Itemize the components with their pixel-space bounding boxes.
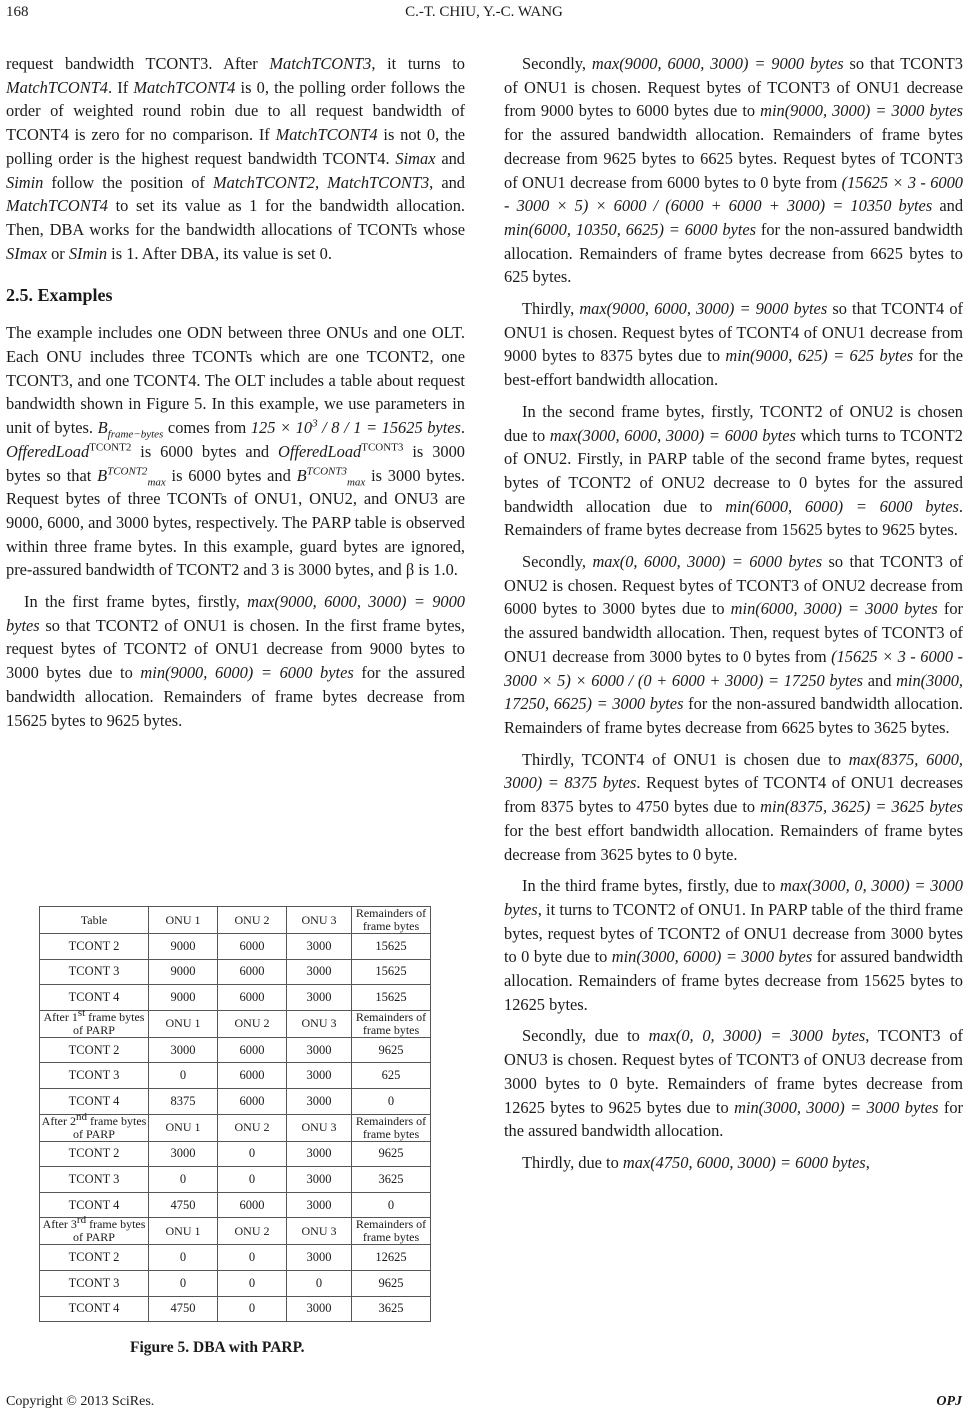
table-cell: ONU 1 [149, 1114, 218, 1141]
parp-table [39, 906, 431, 1322]
table-cell: After 3rd frame bytes of PARP [40, 1218, 149, 1245]
table-cell: 9000 [149, 985, 218, 1011]
table-cell: 0 [149, 1167, 218, 1193]
table-cell: TCONT 4 [40, 1088, 149, 1114]
copyright: Copyright © 2013 SciRes. [6, 1394, 155, 1409]
table-cell: 6000 [218, 1037, 287, 1063]
table-cell: 3000 [287, 934, 352, 960]
table-cell: 15625 [352, 985, 431, 1011]
table-cell: ONU 3 [287, 1218, 352, 1245]
table-row [40, 934, 431, 960]
table-cell: 8375 [149, 1088, 218, 1114]
paragraph: In the second frame bytes, firstly, TCONT2 of ONU2 is chosen due to max(3000, 6000, 3000) = 6000 bytes which turns to TCONT2 of ONU2. Firstly, in PARP table of the second frame bytes, request bytes of TCONT2 of ONU2 decrease to 0 bytes for the assured bandwidth allocation due to min(6000, 6000) = 6000 bytes. Remainders of frame bytes decrease from 15625 bytes to 9625 bytes. [504, 401, 963, 540]
table-row [40, 1141, 431, 1167]
table-row [40, 959, 431, 985]
table-cell: 9000 [149, 934, 218, 960]
table-cell: 3000 [287, 1037, 352, 1063]
journal-abbrev: OPJ [936, 1394, 962, 1409]
table-cell: 3000 [287, 1192, 352, 1218]
table-cell: ONU 3 [287, 1114, 352, 1141]
table-cell: 0 [352, 1088, 431, 1114]
table-cell: 0 [352, 1192, 431, 1218]
table-cell: ONU 2 [218, 1114, 287, 1141]
left-column [6, 52, 465, 740]
table-cell: 0 [149, 1245, 218, 1271]
page-number: 168 [6, 4, 29, 20]
table-row [40, 985, 431, 1011]
table-row [40, 1114, 431, 1141]
paragraph: Thirdly, max(9000, 6000, 3000) = 9000 bytes so that TCONT4 of ONU1 is chosen. Request bytes of TCONT4 of ONU1 decrease from 9000 bytes to 8375 bytes due to min(9000, 625) = 625 bytes for the best-effort bandwidth allocation. [504, 299, 964, 390]
table-cell: ONU 3 [287, 1010, 352, 1037]
table-cell: 0 [218, 1245, 287, 1271]
table-cell: 9625 [352, 1037, 431, 1063]
table-row [40, 1167, 431, 1193]
table-cell: 12625 [352, 1245, 431, 1271]
paragraph: Secondly, due to max(0, 0, 3000) = 3000 bytes, TCONT3 of ONU3 is chosen. Request bytes of TCONT3 of ONU3 decrease from 3000 bytes to 0 byte. Remainders of frame bytes decrease from 12625 bytes to 9625 bytes due to min(3000, 3000) = 3000 bytes for the assured bandwidth allocation. [504, 1026, 963, 1141]
table-cell: 3000 [287, 1088, 352, 1114]
table-row [40, 1245, 431, 1271]
table-cell: ONU 1 [149, 907, 218, 934]
table-row [40, 1192, 431, 1218]
table-row [40, 1010, 431, 1037]
table-cell: 6000 [218, 1088, 287, 1114]
table-cell: TCONT 4 [40, 985, 149, 1011]
table-cell: ONU 3 [287, 907, 352, 934]
table-cell: TCONT 2 [40, 1037, 149, 1063]
table-cell: 3000 [287, 985, 352, 1011]
table-cell: TCONT 3 [40, 1063, 149, 1089]
table-row [40, 1218, 431, 1245]
table-cell: Remainders of frame bytes [352, 1114, 431, 1141]
table-cell: ONU 2 [218, 907, 287, 934]
table-cell: 0 [149, 1063, 218, 1089]
right-column [504, 52, 963, 1175]
paragraph: Thirdly, TCONT4 of ONU1 is chosen due to max(8375, 6000, 3000) = 8375 bytes. Request bytes of TCONT4 of ONU1 decreases from 8375 bytes to 4750 bytes due to min(8375, 3625) = 3625 bytes for the best effort bandwidth allocation. Remainders of frame bytes decrease from 3625 bytes to 0 byte. [504, 749, 963, 864]
table-cell: ONU 2 [218, 1218, 287, 1245]
table-row [40, 1063, 431, 1089]
table-row [40, 907, 431, 934]
table-cell: ONU 2 [218, 1010, 287, 1037]
table-cell: 6000 [218, 1192, 287, 1218]
table-cell: TCONT 3 [40, 959, 149, 985]
table-cell: TCONT 3 [40, 1270, 149, 1296]
paragraph: Secondly, max(0, 6000, 3000) = 6000 bytes so that TCONT3 of ONU2 is chosen. Request bytes of TCONT3 of ONU2 decrease from 6000 bytes to 3000 bytes due to min(6000, 3000) = 3000 bytes for the assured bandwidth allocation. Then, request bytes of TCONT3 of ONU1 decrease from 3000 bytes to 0 bytes from (15625 × 3 - 6000 - 3000 × 5) × 6000 / (0 + 6000 + 3000) = 17250 bytes and min(3000, 17250, 6625) = 3000 bytes for the non-assured bandwidth allocation. Remainders of frame bytes decrease from 6625 bytes to 3625 bytes. [504, 552, 963, 737]
paragraph: request bandwidth TCONT3. After MatchTCONT3, it turns to MatchTCONT4. If MatchTCONT4 is 0, the polling order follows the order of weighted round robin due to all request bandwidth of TCONT4 is zero for no comparison. If MatchTCONT4 is not 0, the polling order is the highest request bandwidth TCONT4. Simax and Simin follow the position of MatchTCONT2, MatchTCONT3, and MatchTCONT4 to set its value as 1 for the bandwidth allocation. Then, DBA works for the bandwidth allocations of TCONTs whose SImax or SImin is 1. After DBA, its value is set 0. [6, 54, 465, 263]
table-cell: 4750 [149, 1192, 218, 1218]
table-cell: 3000 [287, 1167, 352, 1193]
table-cell: 0 [218, 1167, 287, 1193]
paragraph: In the third frame bytes, firstly, due to max(3000, 0, 3000) = 3000 bytes, it turns to TCONT2 of ONU1. In PARP table of the third frame bytes, request bytes of TCONT2 of ONU1 decrease from 3000 bytes to 0 byte due to min(3000, 6000) = 3000 bytes for assured bandwidth allocation. Remainders of frame bytes decrease from 15625 bytes to 12625 bytes. [504, 876, 963, 1014]
table-cell: TCONT 4 [40, 1296, 149, 1322]
table-cell: 15625 [352, 934, 431, 960]
table-cell: Remainders of frame bytes [352, 907, 431, 934]
table-cell: 0 [218, 1296, 287, 1322]
table-cell: 3000 [287, 959, 352, 985]
paragraph: In the first frame bytes, firstly, max(9000, 6000, 3000) = 9000 bytes so that TCONT2 of ONU1 is chosen. In the first frame bytes, request bytes of TCONT2 of ONU1 decrease from 9000 bytes to 3000 bytes due to min(9000, 6000) = 6000 bytes for the assured bandwidth allocation. Remainders of frame bytes decrease from 15625 bytes to 9625 bytes. [6, 592, 465, 730]
running-header [0, 2, 968, 28]
table-cell: 0 [218, 1270, 287, 1296]
table-cell: 6000 [218, 934, 287, 960]
section-title: 2.5. Examples [6, 285, 113, 306]
table-cell: 3000 [149, 1037, 218, 1063]
table-cell: 6000 [218, 1063, 287, 1089]
table-cell: TCONT 2 [40, 934, 149, 960]
table-row [40, 1296, 431, 1322]
table-cell: Table [40, 907, 149, 934]
figure-caption: Figure 5. DBA with PARP. [130, 1339, 305, 1356]
table-cell: 0 [149, 1270, 218, 1296]
table-cell: ONU 1 [149, 1218, 218, 1245]
table-cell: After 1st frame bytes of PARP [40, 1010, 149, 1037]
table-cell: 6000 [218, 959, 287, 985]
table-cell: 6000 [218, 985, 287, 1011]
table-cell: 9625 [352, 1270, 431, 1296]
table-cell: 15625 [352, 959, 431, 985]
figure-5 [39, 906, 427, 1322]
table-cell: 625 [352, 1063, 431, 1089]
table-cell: 4750 [149, 1296, 218, 1322]
table-cell: TCONT 4 [40, 1192, 149, 1218]
table-cell: 3000 [149, 1141, 218, 1167]
table-cell: 0 [287, 1270, 352, 1296]
paragraph: Secondly, max(9000, 6000, 3000) = 9000 bytes so that TCONT3 of ONU1 is chosen. Request bytes of TCONT3 of ONU1 decrease from 9000 bytes to 6000 bytes due to min(9000, 3000) = 3000 bytes for the assured bandwidth allocation. Remainders of frame bytes decrease from 9625 bytes to 6625 bytes. Request bytes of TCONT3 of ONU1 decrease from 6000 bytes to 0 byte from (15625 × 3 - 6000 - 3000 × 5) × 6000 / (6000 + 6000 + 3000) = 10350 bytes and min(6000, 10350, 6625) = 6000 bytes for the non-assured bandwidth allocation. Remainders of frame bytes decrease from 6625 bytes to 625 bytes. [504, 54, 964, 287]
paragraph: Thirdly, due to max(4750, 6000, 3000) = 6000 bytes, [522, 1152, 870, 1172]
table-cell: 3625 [352, 1296, 431, 1322]
table-cell: 3000 [287, 1141, 352, 1167]
table-row [40, 1088, 431, 1114]
table-cell: 3000 [287, 1245, 352, 1271]
table-cell: Remainders of frame bytes [352, 1010, 431, 1037]
table-cell: TCONT 2 [40, 1141, 149, 1167]
table-cell: Remainders of frame bytes [352, 1218, 431, 1245]
table-row [40, 1270, 431, 1296]
table-cell: 0 [218, 1141, 287, 1167]
running-head: C.-T. CHIU, Y.-C. WANG [405, 4, 563, 20]
table-cell: 3625 [352, 1167, 431, 1193]
table-cell: After 2nd frame bytes of PARP [40, 1114, 149, 1141]
table-row [40, 1037, 431, 1063]
table-cell: 9625 [352, 1141, 431, 1167]
table-cell: TCONT 2 [40, 1245, 149, 1271]
table-cell: TCONT 3 [40, 1167, 149, 1193]
table-cell: 3000 [287, 1063, 352, 1089]
paragraph: The example includes one ODN between three ONUs and one OLT. Each ONU includes three TCONTs which are one TCONT2, one TCONT3, and one TCONT4. The OLT includes a table about request bandwidth shown in Figure 5. In this example, we use parameters in unit of bytes. $B_{frame-bytes}$ comes from $125 \times 10^3 / 8 / 1 = 15625$ bytes. OfferedLoad$^{TCONT2}$ is 6000 bytes and OfferedLoad$^{TCONT3}$ is 3000 bytes so that $B^{TCONT2}_{max}$ is 6000 bytes and $B^{TCONT3}_{max}$ is 3000 bytes. Request bytes of three TCONTs of ONU1, ONU2, and ONU3 are 9000, 6000, and 3000 bytes, respectively. The PARP table is observed within three frame bytes. In this example, guard bytes are ignored, pre-assured bandwidth of TCONT2 and 3 is 3000 bytes, and β is 1.0. [6, 323, 466, 580]
table-cell: 3000 [287, 1296, 352, 1322]
table-cell: 9000 [149, 959, 218, 985]
table-cell: ONU 1 [149, 1010, 218, 1037]
